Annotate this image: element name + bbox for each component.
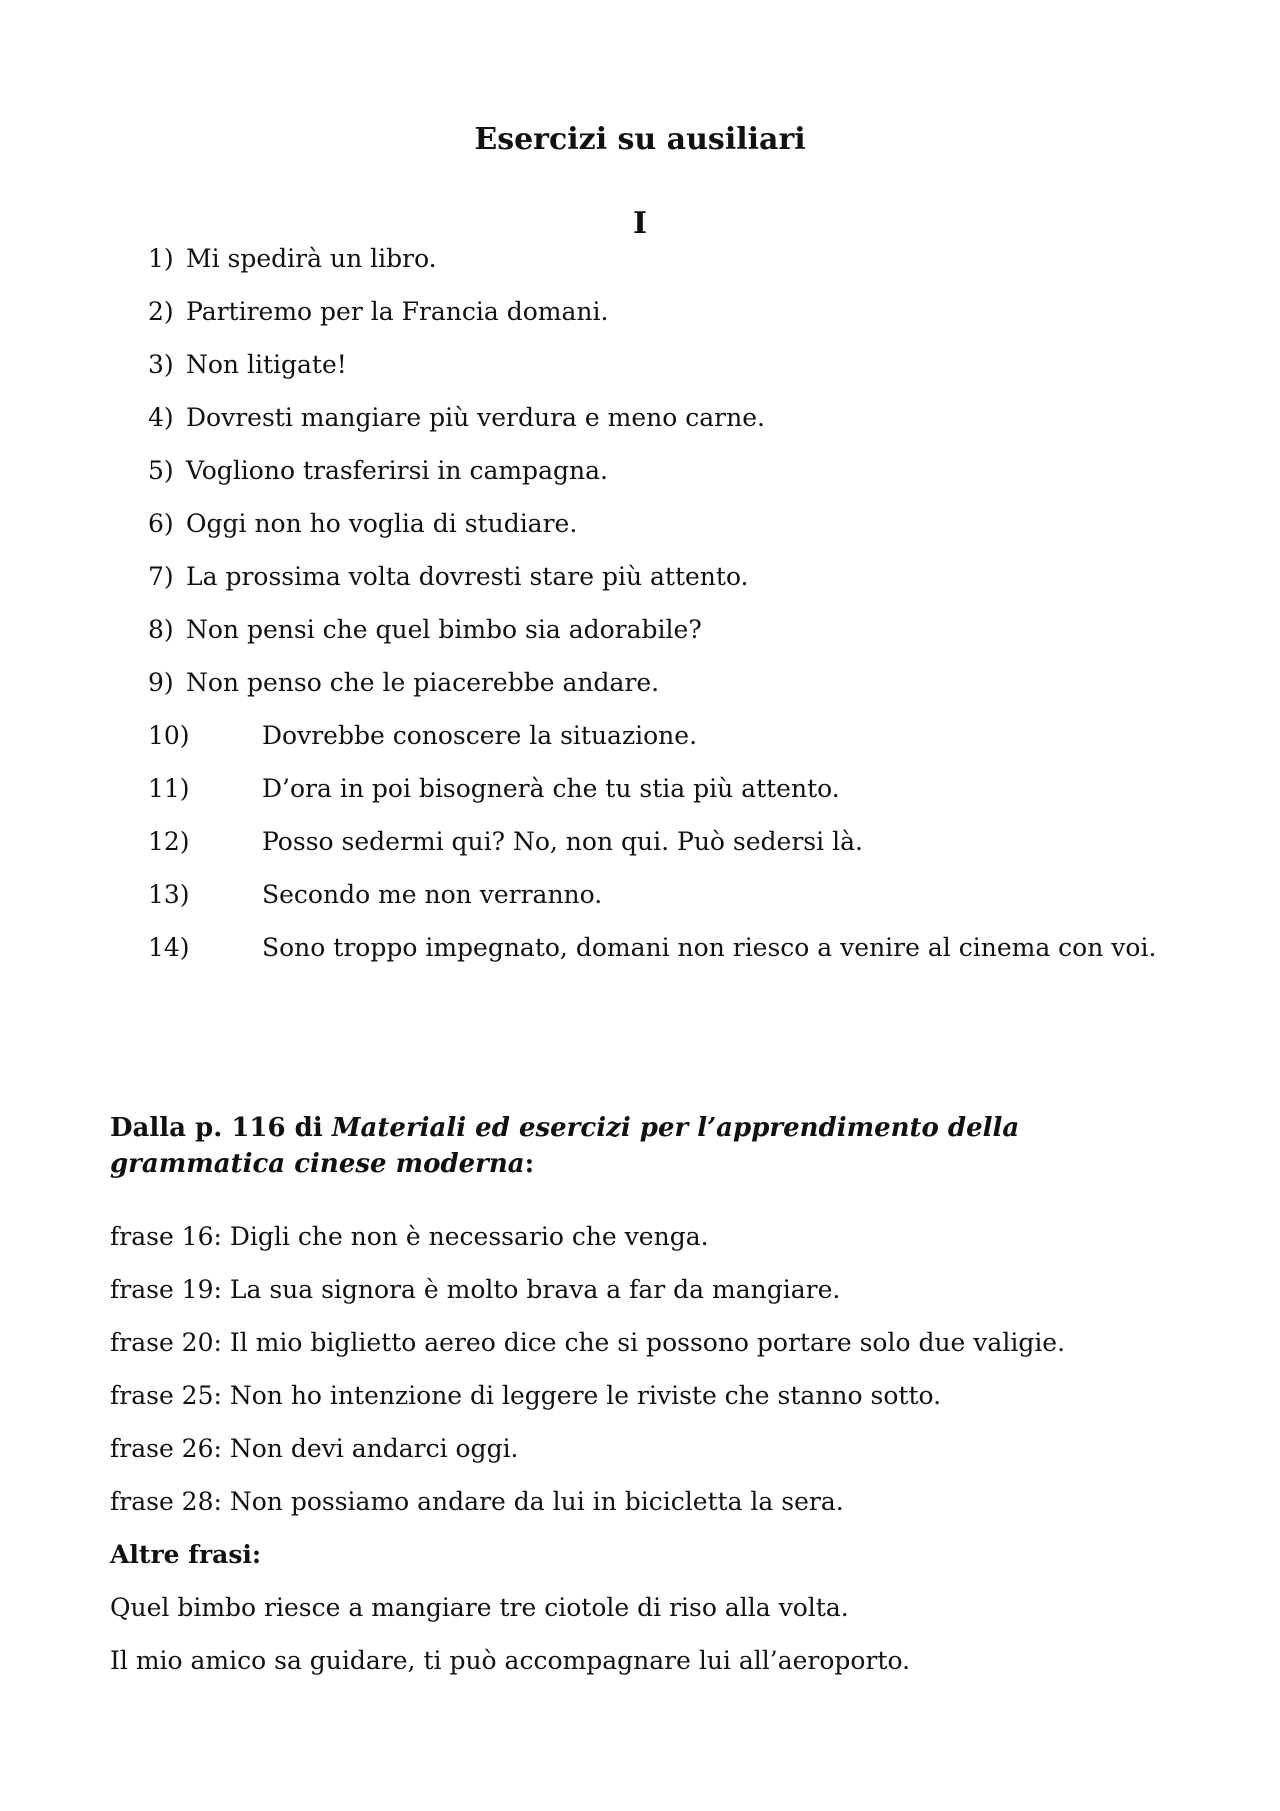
source-prefix: Dalla p. 116 di [110, 1113, 332, 1143]
item-number: 1) [148, 244, 174, 273]
item-number: 14) [148, 933, 190, 962]
item-text: Mi spedirà un libro. [186, 244, 437, 273]
item-text: Partiremo per la Francia domani. [186, 297, 609, 326]
item-text: Vogliono trasferirsi in campagna. [186, 456, 608, 485]
item-text: Dovresti mangiare più verdura e meno carne. [186, 403, 765, 432]
item-text: Posso sedermi qui? No, non qui. Può sedersi là. [262, 827, 863, 856]
source-reference [110, 1110, 1190, 1182]
item-number: 11) [148, 774, 190, 803]
page-title: Esercizi su ausiliari [474, 122, 806, 157]
item-number: 3) [148, 350, 174, 379]
item-text: La prossima volta dovresti stare più attento. [186, 562, 749, 591]
section-numeral: I [632, 206, 648, 241]
phrase-list [110, 1222, 1065, 1699]
list-item: frase 20: Il mio biglietto aereo dice che si possono portare solo due valigie. [110, 1328, 1066, 1357]
item-number: 6) [148, 509, 174, 538]
item-number: 5) [148, 456, 174, 485]
item-number: 8) [148, 615, 174, 644]
item-number: 13) [148, 880, 190, 909]
source-suffix: : [524, 1149, 535, 1179]
item-text: Non penso che le piacerebbe andare. [186, 668, 660, 697]
list-item: frase 19: La sua signora è molto brava a far da mangiare. [110, 1275, 841, 1304]
item-text: Dovrebbe conoscere la situazione. [262, 721, 698, 750]
list-item: frase 16: Digli che non è necessario che venga. [110, 1222, 709, 1251]
item-text: Secondo me non verranno. [262, 880, 603, 909]
item-text: Sono troppo impegnato, domani non riesco a venire al cinema con voi. [262, 933, 1157, 962]
list-item: Quel bimbo riesce a mangiare tre ciotole di riso alla volta. [110, 1593, 849, 1622]
list-item: Il mio amico sa guidare, ti può accompagnare lui all’aeroporto. [110, 1646, 911, 1675]
item-text: Non pensi che quel bimbo sia adorabile? [186, 615, 702, 644]
item-number: 12) [148, 827, 190, 856]
other-phrases-heading: Altre frasi: [110, 1540, 262, 1569]
item-text: Non litigate! [186, 350, 347, 379]
item-text: Oggi non ho voglia di studiare. [186, 509, 578, 538]
item-number: 2) [148, 297, 174, 326]
list-item: frase 26: Non devi andarci oggi. [110, 1434, 519, 1463]
item-number: 7) [148, 562, 174, 591]
list-item: frase 25: Non ho intenzione di leggere le riviste che stanno sotto. [110, 1381, 942, 1410]
item-text: D’ora in poi bisognerà che tu stia più attento. [262, 774, 840, 803]
item-number: 10) [148, 721, 190, 750]
book-title: Materiali ed esercizi per l’apprendimento della grammatica cinese moderna [110, 1113, 1020, 1179]
item-number: 4) [148, 403, 174, 432]
item-number: 9) [148, 668, 174, 697]
list-item: frase 28: Non possiamo andare da lui in bicicletta la sera. [110, 1487, 844, 1516]
